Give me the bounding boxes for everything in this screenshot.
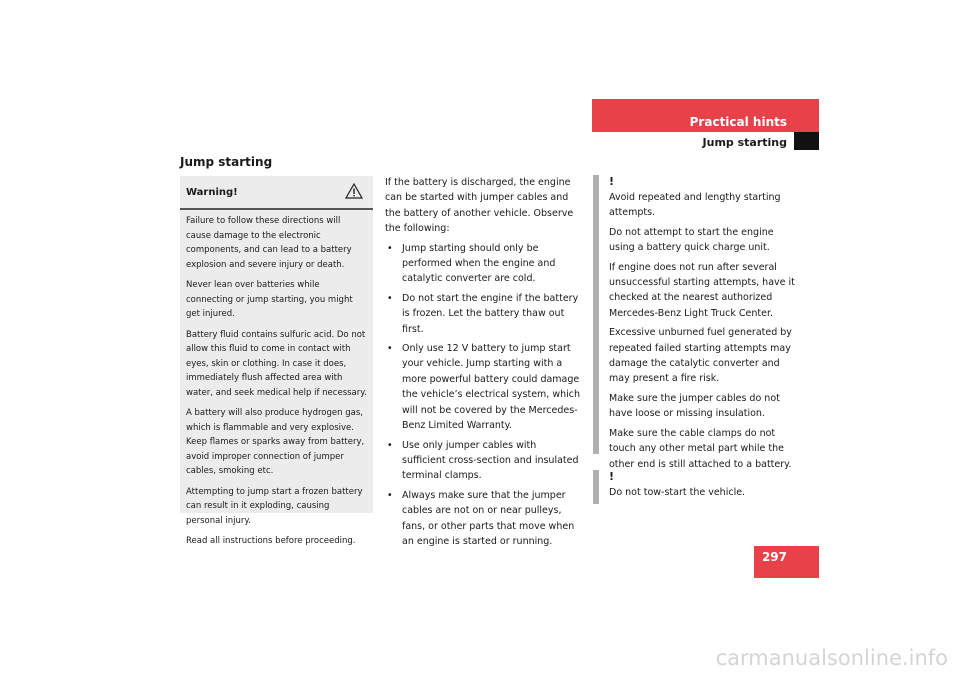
warning-box xyxy=(180,176,373,546)
warning-paragraph: Failure to follow these directions will cause damage to the electronic components, and can lead to a battery explosion and severe injury or death. xyxy=(186,216,352,270)
instruction-list xyxy=(385,241,581,550)
subsection-title: Jump starting xyxy=(702,136,787,149)
note-paragraph: Make sure the cable clamps do not touch any other metal part while the other end is still attached to a battery. xyxy=(609,427,792,470)
caution-note xyxy=(593,175,799,470)
page-number: 297 xyxy=(761,550,787,564)
subsection-header xyxy=(592,132,794,152)
warning-triangle-icon xyxy=(345,183,363,203)
header-black-tab xyxy=(794,132,819,150)
warning-paragraph: Attempting to jump start a frozen battery can result in it exploding, causing personal injury. xyxy=(186,486,363,526)
warning-body xyxy=(180,210,373,549)
section-header-band xyxy=(592,99,819,132)
list-item: • Always make sure that the jumper cables are not on or near pulleys, fans, or other parts that move when an engine is started or running. xyxy=(385,488,581,550)
list-item: • Use only jumper cables with sufficient cross-section and insulated terminal clamps. xyxy=(385,438,581,484)
warning-header xyxy=(180,176,373,210)
list-item: • Only use 12 V battery to jump start your vehicle. Jump starting with a more powerful battery could damage the vehicle’s electrical system, which will not be covered by the Mercedes-Benz Limited Warranty. xyxy=(385,341,581,433)
note-paragraph: Make sure the jumper cables do not have loose or missing insulation. xyxy=(609,392,780,420)
warning-paragraph: A battery will also produce hydrogen gas, which is flammable and very explosive. Keep flames or sparks away from battery, avoid improper connection of jumper cables, smoking etc. xyxy=(186,408,365,476)
warning-paragraph: Read all instructions before proceeding. xyxy=(186,536,356,546)
main-column xyxy=(385,175,581,553)
list-item: • Jump starting should only be performed when the engine and catalytic converter are cold. xyxy=(385,241,581,287)
page-heading: Jump starting xyxy=(180,155,273,169)
intro-paragraph: If the battery is discharged, the engine can be started with jumper cables and the battery of another vehicle. Observe the following: xyxy=(385,177,574,235)
caution-note-tow xyxy=(593,470,799,504)
list-item: • Do not start the engine if the battery is frozen. Let the battery thaw out first. xyxy=(385,291,581,337)
note-paragraph: Do not tow-start the vehicle. xyxy=(609,487,746,498)
warning-title: Warning! xyxy=(186,187,238,198)
page-number-badge xyxy=(754,546,819,578)
warning-paragraph: Battery fluid contains sulfuric acid. Do not allow this fluid to come in contact with eyes, skin or clothing. In case it does, immediately flush affected area with water, and seek medical help if necessary. xyxy=(186,329,367,398)
watermark: carmanualsonline.info xyxy=(715,646,948,670)
note-paragraph: If engine does not run after several unsuccessful starting attempts, have it checked at the nearest authorized Mercedes-Benz Light Truck Center. xyxy=(609,261,795,319)
warning-paragraph: Never lean over batteries while connecting or jump starting, you might get injured. xyxy=(186,280,353,319)
note-paragraph: Avoid repeated and lengthy starting attempts. xyxy=(609,192,781,219)
exclamation-icon: ! xyxy=(609,470,615,483)
note-paragraph: Do not attempt to start the engine using a battery quick charge unit. xyxy=(609,226,774,254)
note-paragraph: Excessive unburned fuel generated by repeated failed starting attempts may damage the catalytic converter and may present a fire risk. xyxy=(609,327,792,385)
exclamation-icon: ! xyxy=(609,175,615,188)
section-title: Practical hints xyxy=(689,115,787,129)
